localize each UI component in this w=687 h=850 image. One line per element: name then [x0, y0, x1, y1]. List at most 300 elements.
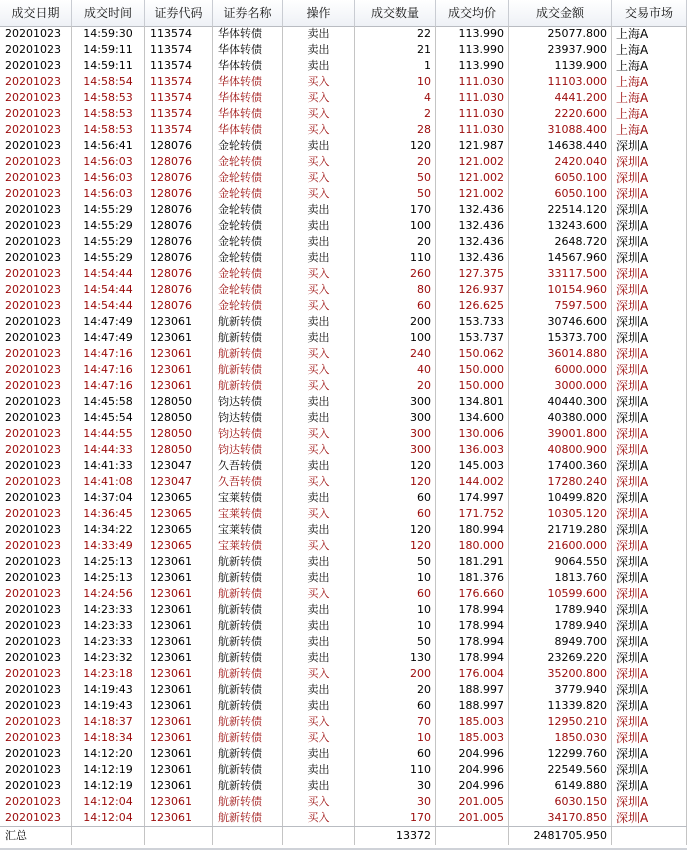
cell-avg-price: 127.375 [436, 266, 509, 282]
cell-avg-price: 113.990 [436, 58, 509, 74]
summary-row [0, 826, 687, 845]
cell-trade-time: 14:59:11 [72, 58, 145, 74]
table-row[interactable] [0, 138, 687, 154]
cell-avg-price: 126.625 [436, 298, 509, 314]
table-row[interactable] [0, 730, 687, 746]
cell-operation: 买入 [283, 170, 355, 186]
cell-trade-date: 20201023 [0, 266, 72, 282]
cell-operation: 卖出 [283, 26, 355, 42]
cell-trade-time: 14:58:54 [72, 74, 145, 90]
cell-market: 深圳A [612, 298, 687, 314]
cell-security-code: 123061 [145, 794, 213, 810]
cell-quantity: 4 [355, 90, 436, 106]
cell-avg-price: 111.030 [436, 74, 509, 90]
table-row[interactable] [0, 602, 687, 618]
cell-operation: 买入 [283, 298, 355, 314]
cell-trade-date: 20201023 [0, 778, 72, 794]
cell-security-code: 123047 [145, 458, 213, 474]
table-row[interactable] [0, 794, 687, 810]
cell-trade-time: 14:19:43 [72, 698, 145, 714]
cell-security-name: 航新转债 [213, 778, 283, 794]
cell-avg-price: 136.003 [436, 442, 509, 458]
cell-trade-date: 20201023 [0, 442, 72, 458]
cell-trade-time: 14:23:33 [72, 634, 145, 650]
cell-quantity: 10 [355, 618, 436, 634]
cell-amount: 12299.760 [509, 746, 612, 762]
cell-avg-price: 204.996 [436, 778, 509, 794]
cell-trade-date: 20201023 [0, 762, 72, 778]
table-row[interactable] [0, 106, 687, 122]
table-row[interactable] [0, 474, 687, 490]
cell-operation: 买入 [283, 442, 355, 458]
table-row[interactable] [0, 442, 687, 458]
cell-operation: 卖出 [283, 202, 355, 218]
table-row[interactable] [0, 522, 687, 538]
cell-trade-date: 20201023 [0, 650, 72, 666]
table-row[interactable] [0, 586, 687, 602]
cell-trade-time: 14:55:29 [72, 218, 145, 234]
cell-security-code: 123061 [145, 730, 213, 746]
cell-operation: 买入 [283, 122, 355, 138]
cell-security-name: 华体转债 [213, 26, 283, 42]
cell-avg-price: 181.291 [436, 554, 509, 570]
column-header-security-name[interactable]: 证券名称 [213, 0, 283, 26]
cell-quantity: 200 [355, 314, 436, 330]
table-row[interactable] [0, 490, 687, 506]
cell-security-name: 钧达转债 [213, 426, 283, 442]
cell-quantity: 100 [355, 218, 436, 234]
cell-market: 深圳A [612, 538, 687, 554]
cell-avg-price: 153.733 [436, 314, 509, 330]
cell-amount: 11339.820 [509, 698, 612, 714]
cell-quantity: 60 [355, 746, 436, 762]
cell-trade-date: 20201023 [0, 282, 72, 298]
cell-market: 深圳A [612, 202, 687, 218]
cell-market: 深圳A [612, 170, 687, 186]
cell-quantity: 120 [355, 474, 436, 490]
cell-security-code: 123061 [145, 666, 213, 682]
cell-avg-price: 188.997 [436, 698, 509, 714]
table-row[interactable] [0, 698, 687, 714]
cell-security-code: 123061 [145, 778, 213, 794]
cell-operation: 买入 [283, 538, 355, 554]
cell-security-code: 128076 [145, 250, 213, 266]
cell-quantity: 110 [355, 762, 436, 778]
table-row[interactable] [0, 778, 687, 794]
cell-market: 深圳A [612, 282, 687, 298]
cell-amount: 6050.100 [509, 170, 612, 186]
cell-trade-date: 20201023 [0, 298, 72, 314]
cell-market: 深圳A [612, 554, 687, 570]
cell-trade-date: 20201023 [0, 634, 72, 650]
cell-amount: 10305.120 [509, 506, 612, 522]
cell-security-name: 航新转债 [213, 618, 283, 634]
cell-market: 深圳A [612, 362, 687, 378]
cell-trade-time: 14:44:33 [72, 442, 145, 458]
cell-avg-price: 111.030 [436, 122, 509, 138]
cell-operation: 卖出 [283, 746, 355, 762]
cell-amount: 30746.600 [509, 314, 612, 330]
table-row[interactable] [0, 538, 687, 554]
table-row[interactable] [0, 266, 687, 282]
cell-operation: 买入 [283, 794, 355, 810]
cell-avg-price: 132.436 [436, 202, 509, 218]
table-row[interactable] [0, 410, 687, 426]
cell-trade-time: 14:12:04 [72, 794, 145, 810]
table-row[interactable] [0, 26, 687, 42]
cell-market: 深圳A [612, 586, 687, 602]
cell-amount: 9064.550 [509, 554, 612, 570]
cell-market: 深圳A [612, 810, 687, 826]
cell-security-code: 128076 [145, 282, 213, 298]
cell-security-name: 金轮转债 [213, 234, 283, 250]
column-header-operation[interactable]: 操作 [283, 0, 355, 26]
cell-trade-time: 14:58:53 [72, 122, 145, 138]
cell-amount: 1789.940 [509, 618, 612, 634]
cell-quantity: 10 [355, 730, 436, 746]
cell-avg-price: 111.030 [436, 90, 509, 106]
cell-trade-time: 14:47:16 [72, 378, 145, 394]
cell-operation: 买入 [283, 154, 355, 170]
cell-quantity: 30 [355, 794, 436, 810]
cell-trade-time: 14:12:20 [72, 746, 145, 762]
cell-quantity: 20 [355, 378, 436, 394]
cell-avg-price: 176.660 [436, 586, 509, 602]
cell-security-name: 宝莱转债 [213, 522, 283, 538]
cell-trade-time: 14:47:16 [72, 346, 145, 362]
cell-amount: 22549.560 [509, 762, 612, 778]
cell-quantity: 10 [355, 74, 436, 90]
cell-market: 深圳A [612, 762, 687, 778]
cell-trade-time: 14:36:45 [72, 506, 145, 522]
cell-amount: 2648.720 [509, 234, 612, 250]
cell-quantity: 60 [355, 586, 436, 602]
cell-security-code: 123061 [145, 698, 213, 714]
cell-trade-date: 20201023 [0, 346, 72, 362]
cell-security-code: 128076 [145, 266, 213, 282]
cell-quantity: 22 [355, 26, 436, 42]
table-row[interactable] [0, 218, 687, 234]
cell-amount: 25077.800 [509, 26, 612, 42]
table-row[interactable] [0, 314, 687, 330]
cell-market: 深圳A [612, 218, 687, 234]
table-row[interactable] [0, 746, 687, 762]
table-row[interactable] [0, 202, 687, 218]
table-row[interactable] [0, 810, 687, 826]
table-row[interactable] [0, 506, 687, 522]
cell-market: 深圳A [612, 346, 687, 362]
cell-amount: 40800.900 [509, 442, 612, 458]
cell-trade-time: 14:45:58 [72, 394, 145, 410]
cell-market: 深圳A [612, 234, 687, 250]
cell-security-code: 123061 [145, 314, 213, 330]
cell-quantity: 260 [355, 266, 436, 282]
cell-trade-date: 20201023 [0, 90, 72, 106]
cell-trade-date: 20201023 [0, 474, 72, 490]
cell-security-name: 金轮转债 [213, 154, 283, 170]
table-row[interactable] [0, 282, 687, 298]
cell-security-code: 123061 [145, 362, 213, 378]
table-row[interactable] [0, 186, 687, 202]
cell-security-code: 113574 [145, 106, 213, 122]
cell-trade-date: 20201023 [0, 666, 72, 682]
cell-market: 深圳A [612, 474, 687, 490]
cell-amount: 33117.500 [509, 266, 612, 282]
cell-security-code: 128076 [145, 138, 213, 154]
cell-quantity: 40 [355, 362, 436, 378]
cell-operation: 买入 [283, 362, 355, 378]
cell-trade-date: 20201023 [0, 362, 72, 378]
table-row[interactable] [0, 682, 687, 698]
cell-security-name: 华体转债 [213, 42, 283, 58]
cell-avg-price: 132.436 [436, 250, 509, 266]
cell-security-name: 金轮转债 [213, 170, 283, 186]
cell-security-name: 航新转债 [213, 586, 283, 602]
cell-trade-date: 20201023 [0, 154, 72, 170]
cell-avg-price: 178.994 [436, 634, 509, 650]
cell-security-code: 128076 [145, 234, 213, 250]
cell-amount: 23937.900 [509, 42, 612, 58]
cell-market: 上海A [612, 90, 687, 106]
cell-quantity: 10 [355, 602, 436, 618]
table-row[interactable] [0, 250, 687, 266]
table-row[interactable] [0, 90, 687, 106]
cell-security-code: 128076 [145, 202, 213, 218]
cell-security-name: 钧达转债 [213, 442, 283, 458]
cell-trade-time: 14:33:49 [72, 538, 145, 554]
cell-trade-time: 14:19:43 [72, 682, 145, 698]
cell-avg-price: 178.994 [436, 650, 509, 666]
cell-security-code: 123061 [145, 602, 213, 618]
table-row[interactable] [0, 234, 687, 250]
cell-quantity: 20 [355, 234, 436, 250]
cell-market: 深圳A [612, 490, 687, 506]
cell-trade-time: 14:23:33 [72, 618, 145, 634]
column-header-trade-time[interactable]: 成交时间 [72, 0, 145, 26]
cell-operation: 卖出 [283, 522, 355, 538]
cell-security-code: 123065 [145, 538, 213, 554]
cell-trade-date: 20201023 [0, 122, 72, 138]
column-header-amount[interactable]: 成交金额 [509, 0, 612, 26]
cell-quantity: 170 [355, 202, 436, 218]
table-row[interactable] [0, 650, 687, 666]
column-header-quantity[interactable]: 成交数量 [355, 0, 436, 26]
cell-trade-date: 20201023 [0, 730, 72, 746]
cell-trade-date: 20201023 [0, 314, 72, 330]
cell-security-code: 123061 [145, 650, 213, 666]
cell-trade-date: 20201023 [0, 186, 72, 202]
cell-market: 深圳A [612, 698, 687, 714]
cell-operation: 卖出 [283, 634, 355, 650]
table-row[interactable] [0, 554, 687, 570]
cell-trade-time: 14:23:33 [72, 602, 145, 618]
cell-amount: 1139.900 [509, 58, 612, 74]
column-header-market[interactable]: 交易市场 [612, 0, 687, 26]
cell-trade-time: 14:55:29 [72, 202, 145, 218]
cell-trade-date: 20201023 [0, 810, 72, 826]
cell-avg-price: 171.752 [436, 506, 509, 522]
cell-market: 深圳A [612, 442, 687, 458]
table-row[interactable] [0, 298, 687, 314]
cell-trade-time: 14:58:53 [72, 106, 145, 122]
cell-amount: 36014.880 [509, 346, 612, 362]
cell-market: 深圳A [612, 570, 687, 586]
cell-avg-price: 181.376 [436, 570, 509, 586]
cell-security-code: 123061 [145, 330, 213, 346]
cell-operation: 卖出 [283, 602, 355, 618]
cell-security-name: 金轮转债 [213, 218, 283, 234]
cell-security-name: 金轮转债 [213, 250, 283, 266]
table-row[interactable] [0, 570, 687, 586]
cell-trade-date: 20201023 [0, 538, 72, 554]
cell-avg-price: 111.030 [436, 106, 509, 122]
cell-avg-price: 204.996 [436, 746, 509, 762]
cell-trade-date: 20201023 [0, 794, 72, 810]
cell-security-name: 金轮转债 [213, 266, 283, 282]
table-row[interactable] [0, 666, 687, 682]
cell-amount: 14567.960 [509, 250, 612, 266]
cell-quantity: 60 [355, 298, 436, 314]
cell-quantity: 200 [355, 666, 436, 682]
cell-amount: 3000.000 [509, 378, 612, 394]
cell-trade-date: 20201023 [0, 458, 72, 474]
cell-amount: 13243.600 [509, 218, 612, 234]
table-row[interactable] [0, 346, 687, 362]
column-header-trade-date[interactable]: 成交日期 [0, 0, 72, 26]
cell-trade-date: 20201023 [0, 250, 72, 266]
table-row[interactable] [0, 618, 687, 634]
cell-security-name: 航新转债 [213, 378, 283, 394]
cell-operation: 卖出 [283, 314, 355, 330]
table-row[interactable] [0, 42, 687, 58]
table-row[interactable] [0, 714, 687, 730]
cell-security-code: 123065 [145, 506, 213, 522]
cell-market: 深圳A [612, 794, 687, 810]
cell-quantity: 300 [355, 442, 436, 458]
cell-amount: 22514.120 [509, 202, 612, 218]
cell-trade-time: 14:54:44 [72, 282, 145, 298]
cell-quantity: 240 [355, 346, 436, 362]
table-row[interactable] [0, 154, 687, 170]
cell-market: 深圳A [612, 618, 687, 634]
cell-trade-time: 14:54:44 [72, 266, 145, 282]
cell-trade-date: 20201023 [0, 618, 72, 634]
cell-market: 深圳A [612, 186, 687, 202]
cell-trade-date: 20201023 [0, 426, 72, 442]
summary-empty-cell [436, 827, 509, 845]
cell-operation: 买入 [283, 810, 355, 826]
table-header [0, 0, 687, 27]
cell-security-code: 113574 [145, 90, 213, 106]
cell-trade-time: 14:47:16 [72, 362, 145, 378]
cell-quantity: 300 [355, 410, 436, 426]
cell-quantity: 100 [355, 330, 436, 346]
cell-trade-time: 14:12:19 [72, 762, 145, 778]
cell-operation: 买入 [283, 282, 355, 298]
cell-trade-date: 20201023 [0, 202, 72, 218]
cell-quantity: 120 [355, 458, 436, 474]
table-row[interactable] [0, 458, 687, 474]
cell-market: 深圳A [612, 634, 687, 650]
cell-security-name: 航新转债 [213, 570, 283, 586]
table-row[interactable] [0, 330, 687, 346]
cell-operation: 卖出 [283, 42, 355, 58]
cell-security-name: 航新转债 [213, 746, 283, 762]
cell-security-code: 113574 [145, 122, 213, 138]
cell-avg-price: 178.994 [436, 602, 509, 618]
cell-security-code: 123061 [145, 762, 213, 778]
cell-trade-date: 20201023 [0, 58, 72, 74]
table-row[interactable] [0, 762, 687, 778]
table-row[interactable] [0, 378, 687, 394]
table-row[interactable] [0, 426, 687, 442]
cell-trade-time: 14:47:49 [72, 330, 145, 346]
table-row[interactable] [0, 634, 687, 650]
cell-operation: 买入 [283, 714, 355, 730]
cell-market: 深圳A [612, 458, 687, 474]
table-row[interactable] [0, 122, 687, 138]
column-header-avg-price[interactable]: 成交均价 [436, 0, 509, 26]
cell-security-code: 128076 [145, 170, 213, 186]
cell-market: 深圳A [612, 714, 687, 730]
cell-trade-date: 20201023 [0, 570, 72, 586]
cell-security-code: 113574 [145, 26, 213, 42]
cell-operation: 卖出 [283, 618, 355, 634]
cell-security-name: 航新转债 [213, 730, 283, 746]
cell-quantity: 30 [355, 778, 436, 794]
cell-trade-date: 20201023 [0, 522, 72, 538]
cell-avg-price: 201.005 [436, 794, 509, 810]
cell-operation: 买入 [283, 106, 355, 122]
cell-trade-date: 20201023 [0, 506, 72, 522]
cell-avg-price: 134.600 [436, 410, 509, 426]
cell-avg-price: 204.996 [436, 762, 509, 778]
cell-avg-price: 126.937 [436, 282, 509, 298]
table-row[interactable] [0, 394, 687, 410]
cell-quantity: 120 [355, 522, 436, 538]
summary-empty-cell [283, 827, 355, 845]
cell-avg-price: 150.062 [436, 346, 509, 362]
cell-security-name: 航新转债 [213, 810, 283, 826]
cell-amount: 6000.000 [509, 362, 612, 378]
cell-market: 深圳A [612, 394, 687, 410]
cell-security-name: 航新转债 [213, 314, 283, 330]
cell-avg-price: 178.994 [436, 618, 509, 634]
cell-security-name: 航新转债 [213, 666, 283, 682]
cell-market: 深圳A [612, 410, 687, 426]
table-row[interactable] [0, 362, 687, 378]
cell-trade-time: 14:59:11 [72, 42, 145, 58]
cell-operation: 买入 [283, 586, 355, 602]
cell-avg-price: 134.801 [436, 394, 509, 410]
column-header-security-code[interactable]: 证券代码 [145, 0, 213, 26]
cell-amount: 1850.030 [509, 730, 612, 746]
cell-avg-price: 132.436 [436, 234, 509, 250]
cell-avg-price: 150.000 [436, 378, 509, 394]
cell-security-code: 128050 [145, 426, 213, 442]
table-row[interactable] [0, 74, 687, 90]
table-row[interactable] [0, 58, 687, 74]
cell-trade-time: 14:59:30 [72, 26, 145, 42]
cell-avg-price: 201.005 [436, 810, 509, 826]
cell-security-name: 航新转债 [213, 714, 283, 730]
cell-security-code: 128050 [145, 410, 213, 426]
cell-avg-price: 144.002 [436, 474, 509, 490]
cell-market: 深圳A [612, 682, 687, 698]
table-row[interactable] [0, 170, 687, 186]
cell-market: 深圳A [612, 730, 687, 746]
cell-security-name: 航新转债 [213, 698, 283, 714]
